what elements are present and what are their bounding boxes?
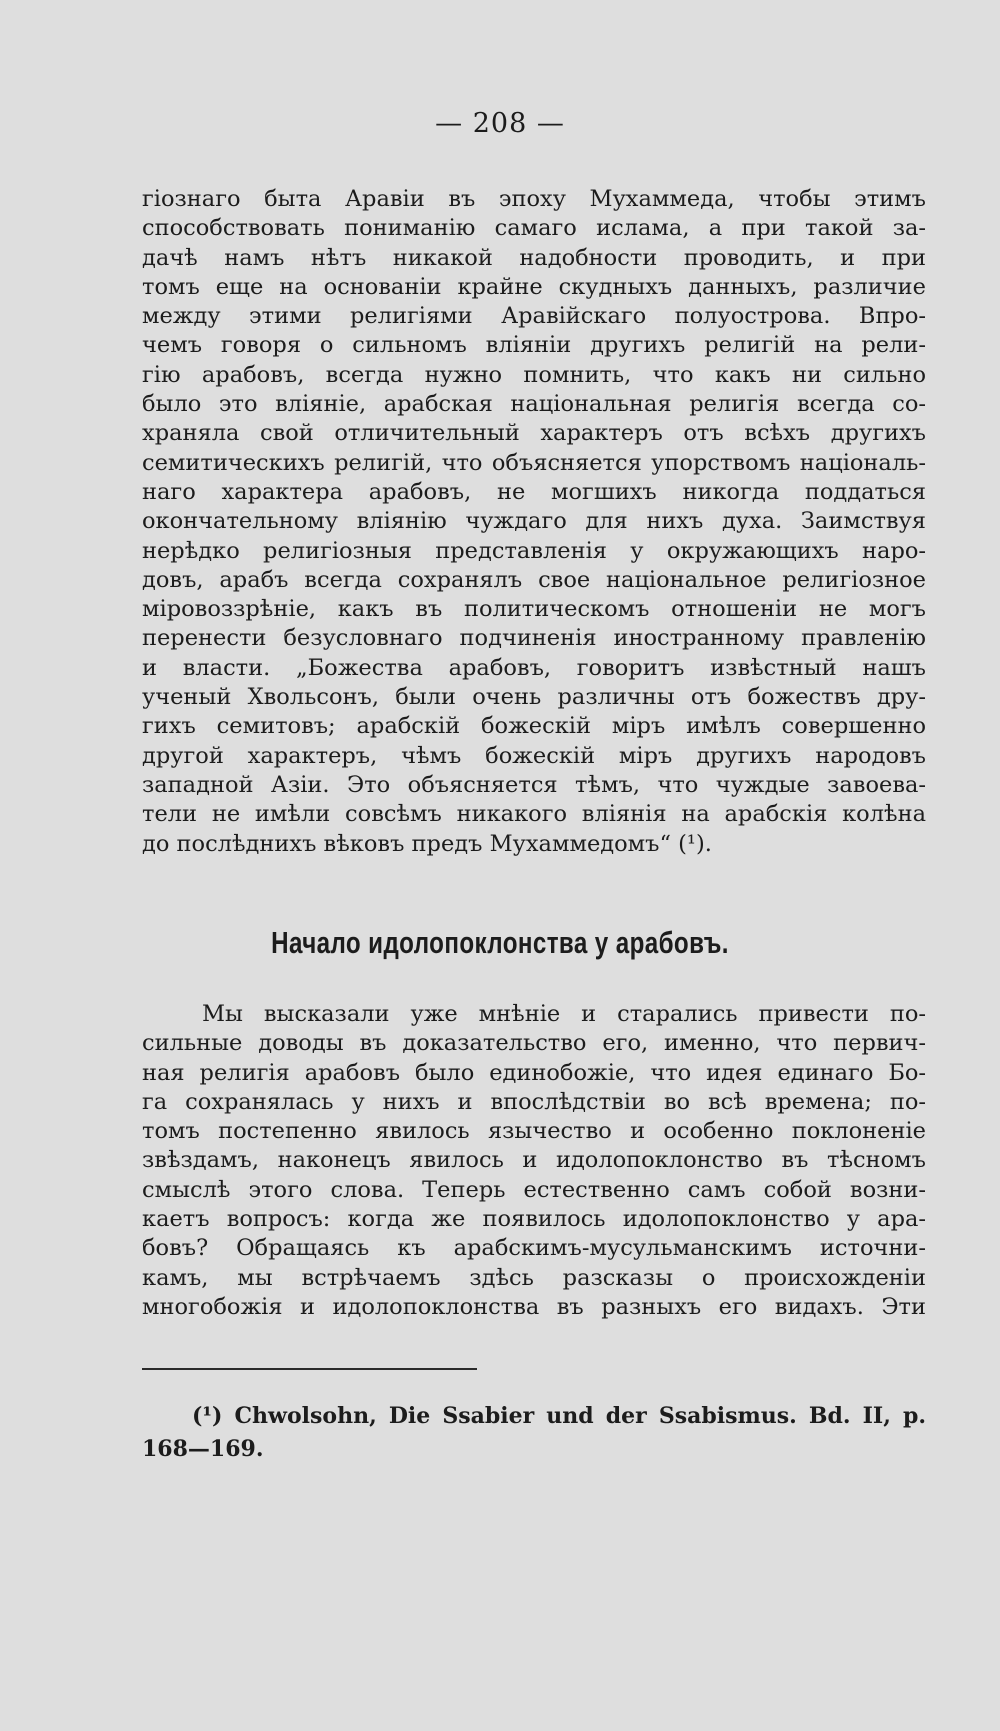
text-line: способствовать пониманiю самаго ислама, а при такой за- [142, 215, 926, 242]
text-line: другой характеръ, чѣмъ божескiй мiръ другихъ народовъ [142, 742, 926, 769]
text-line: га сохранялась у нихъ и впослѣдствiи во всѣ времена; по- [142, 1088, 926, 1115]
text-line: сильные доводы въ доказательство его, именно, что первич- [142, 1030, 926, 1057]
text-line: наго характера арабовъ, не могшихъ никогда поддаться [142, 478, 926, 505]
text-line: мiровоззрѣнiе, какъ въ политическомъ отношенiи не могъ [142, 596, 926, 623]
text-line: ученый Хвольсонъ, были очень различны отъ божествъ дру- [142, 684, 926, 711]
text-line: перенести безусловнаго подчиненiя иностранному правленiю [142, 625, 926, 652]
text-line: храняла свой отличительный характеръ отъ всѣхъ другихъ [142, 420, 926, 447]
footnote-line: (¹) Chwolsohn, Die Ssabier und der Ssabismus. Bd. II, p. [192, 1403, 926, 1429]
footnote-line: 168—169. [142, 1436, 264, 1462]
text-line: между этими религiями Аравiйскаго полуострова. Впро- [142, 303, 926, 330]
text-line: звѣздамъ, наконецъ явилось и идолопоклонство въ тѣсномъ [142, 1147, 926, 1174]
text-line: нерѣдко религiозныя представленiя у окружающихъ наро- [142, 537, 926, 564]
text-line: гiознаго быта Аравiи въ эпоху Мухаммеда, чтобы этимъ [142, 186, 926, 212]
text-line: было это влiянiе, арабская нацiональная религiя всегда со- [142, 391, 926, 418]
text-line: тели не имѣли совсѣмъ никакого влiянiя на арабскiя колѣна [142, 801, 926, 828]
text-line: гiю арабовъ, всегда нужно помнить, что какъ ни сильно [142, 361, 926, 388]
page-number: — 208 — [435, 108, 565, 139]
text-line: окончательному влiянiю чуждаго для нихъ духа. Заимствуя [142, 508, 926, 535]
footnote [142, 1400, 926, 1466]
text-line: семитическихъ религiй, что объясняется упорствомъ нацiональ- [142, 449, 926, 476]
text-line: Мы высказали уже мнѣнiе и старались привести по- [202, 1001, 926, 1027]
text-line: многобожiя и идолопоклонства въ разныхъ его видахъ. Эти [142, 1293, 926, 1320]
text-line: гихъ семитовъ; арабскiй божескiй мiръ имѣлъ совершенно [142, 713, 926, 740]
text-line: чемъ говоря о сильномъ влiянiи другихъ религiй на рели- [142, 332, 926, 359]
text-line: и власти. „Божества арабовъ, говоритъ извѣстный нашъ [142, 654, 926, 681]
text-line: камъ, мы встрѣчаемъ здѣсь разсказы о происхожденiи [142, 1264, 926, 1291]
text-line: до послѣднихъ вѣковъ предъ Мухаммедомъ“ (¹). [142, 830, 712, 857]
text-line: довъ, арабъ всегда сохранялъ свое нацiональное религiозное [142, 566, 926, 593]
text-line: каетъ вопросъ: когда же появилось идолопоклонство у ара- [142, 1206, 926, 1233]
text-line: томъ постепенно явилось язычество и особенно поклоненiе [142, 1118, 926, 1145]
text-line: ная религiя арабовъ было единобожiе, что идея единаго Бо- [142, 1059, 926, 1086]
text-line: западной Азiи. Это объясняется тѣмъ, что чуждые завоева- [142, 771, 926, 798]
footnote-divider [142, 1368, 477, 1370]
paragraph-2 [142, 1000, 926, 1322]
text-line: смыслѣ этого слова. Теперь естественно самъ собой возни- [142, 1176, 926, 1203]
text-line: бовъ? Обращаясь къ арабскимъ-мусульманскимъ источни- [142, 1235, 926, 1262]
text-line: томъ еще на основанiи крайне скудныхъ данныхъ, различие [142, 273, 926, 300]
paragraph-1 [142, 185, 926, 859]
section-heading: Начало идолопоклонства у арабовъ. [271, 925, 729, 960]
text-line: дачѣ намъ нѣтъ никакой надобности проводить, и при [142, 244, 926, 271]
